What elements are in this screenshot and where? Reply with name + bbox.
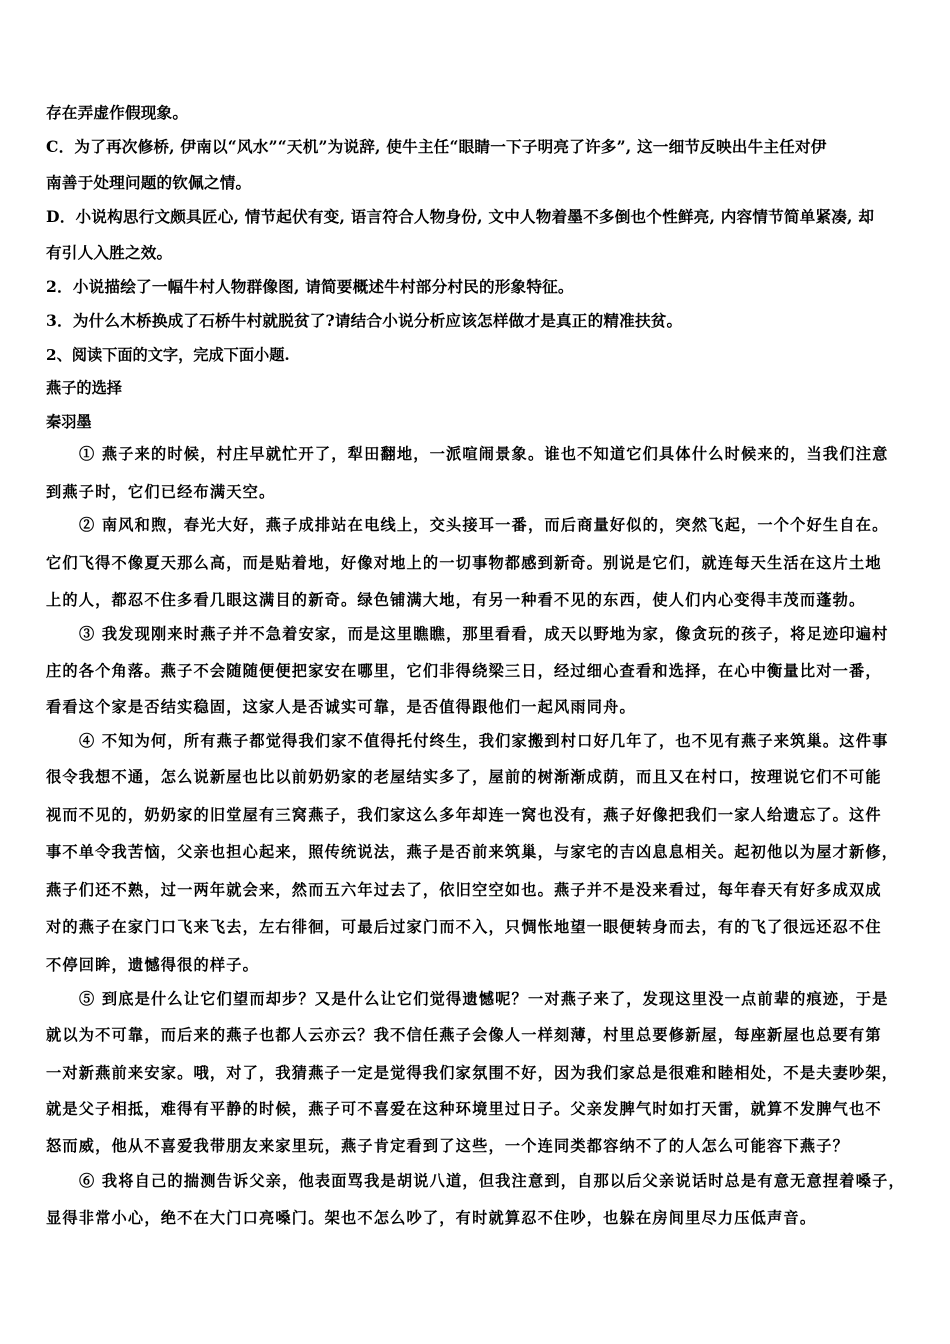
option-d-line: D．小说构思行文颇具匠心, 情节起伏有变, 语言符合人物身份, 文中人物着墨不多倒也个性鲜亮, 内容情节简单紧凑, 却 <box>46 207 875 226</box>
article-title: 燕子的选择 <box>46 379 122 397</box>
section-instruction: 2、阅读下面的文字，完成下面小题. <box>46 346 290 364</box>
paragraph-1-line: 到燕子时，它们已经布满天空。 <box>46 483 276 501</box>
paragraph-5-line: 就以为不可靠，而后来的燕子也都人云亦云？我不信任燕子会像人一样刻薄，村里总要修新屋，每座新屋也总要有第 <box>46 1026 882 1044</box>
paragraph-4-line: 视而不见的，奶奶家的旧堂屋有三窝燕子，我们家这么多年却连一窝也没有，燕子好像把我们一家人给遗忘了。这件 <box>46 806 882 824</box>
option-c-line: C．为了再次修桥, 伊南以“风水”“天机”为说辞, 使牛主任“眼睛一下子明亮了许多”, 这一细节反映出牛主任对伊 <box>46 137 827 156</box>
question-text-line: 存在弄虚作假现象。 <box>46 103 189 122</box>
paragraph-2-line: 它们飞得不像夏天那么高，而是贴着地，好像对地上的一切事物都感到新奇。别说是它们，就连每天生活在这片土地 <box>46 554 882 572</box>
question-2: 2．小说描绘了一幅牛村人物群像图, 请简要概述牛村部分村民的形象特征。 <box>46 277 574 296</box>
question-3: 3．为什么木桥换成了石桥牛村就脱贫了?请结合小说分析应该怎样做才是真正的精准扶贫。 <box>46 311 683 330</box>
paragraph-6-line: ⑥ 我将自己的揣测告诉父亲，他表面骂我是胡说八道，但我注意到，自那以后父亲说话时总是有意无意捏着嗓子， <box>79 1172 905 1190</box>
paragraph-1-line: ① 燕子来的时候，村庄早就忙开了，犁田翻地，一派喧闹景象。谁也不知道它们具体什么时候来的，当我们注意 <box>79 445 889 463</box>
paragraph-3-line: 庄的各个角落。燕子不会随随便便把家安在哪里，它们非得绕梁三日，经过细心查看和选择，在心中衡量比对一番， <box>46 662 882 680</box>
paragraph-5-line: 怒而威，他从不喜爱我带朋友来家里玩，燕子肯定看到了这些，一个连同类都容纳不了的人怎么可能容下燕子？ <box>46 1137 849 1155</box>
paragraph-3-line: 看看这个家是否结实稳固，这家人是否诚实可靠，是否值得跟他们一起风雨同舟。 <box>46 698 636 716</box>
option-c-continuation: 南善于处理问题的钦佩之情。 <box>46 173 252 192</box>
article-author: 秦羽墨 <box>46 413 92 431</box>
paragraph-3-line: ③ 我发现刚来时燕子并不急着安家，而是这里瞧瞧，那里看看，成天以野地为家，像贪玩的孩子，将足迹印遍村 <box>79 625 889 643</box>
paragraph-5-line: ⑤ 到底是什么让它们望而却步？又是什么让它们觉得遗憾呢？一对燕子来了，发现这里没一点前辈的痕迹，于是 <box>79 990 889 1008</box>
paragraph-4-line: ④ 不知为何，所有燕子都觉得我们家不值得托付终生，我们家搬到村口好几年了，也不见有燕子来筑巢。这件事 <box>79 732 889 750</box>
paragraph-5-line: 一对新燕前来安家。哦，对了，我猜燕子一定是觉得我们家氛围不好，因为我们家总是很难和睦相处，不是夫妻吵架， <box>46 1064 899 1082</box>
paragraph-2-line: 上的人，都忍不住多看几眼这满目的新奇。绿色铺满大地，有另一种看不见的东西，使人们内心变得丰茂而蓬勃。 <box>46 591 866 609</box>
paragraph-4-line: 事不单令我苦恼，父亲也担心起来，照传统说法，燕子是否前来筑巢，与家宅的吉凶息息相关。起初他以为屋才新修， <box>46 843 899 861</box>
paragraph-4-line: 不停回眸，遗憾得很的样子。 <box>46 956 260 974</box>
paragraph-2-line: ② 南风和煦，春光大好，燕子成排站在电线上，交头接耳一番，而后商量好似的，突然飞起，一个个好生自在。 <box>79 516 889 534</box>
option-d-continuation: 有引人入胜之效。 <box>46 243 173 262</box>
paragraph-4-line: 很令我想不通，怎么说新屋也比以前奶奶家的老屋结实多了，屋前的树渐渐成荫，而且又在村口，按理说它们不可能 <box>46 768 882 786</box>
paragraph-6-line: 显得非常小心，绝不在大门口亮嗓门。架也不怎么吵了，有时就算忍不住吵，也躲在房间里尽力压低声音。 <box>46 1209 817 1227</box>
paragraph-4-line: 对的燕子在家门口飞来飞去，左右徘徊，可最后过家门而不入，只惆怅地望一眼便转身而去，有的飞了很远还忍不住 <box>46 918 882 936</box>
paragraph-4-line: 燕子们还不熟，过一两年就会来，然而五六年过去了，依旧空空如也。燕子并不是没来看过，每年春天有好多成双成 <box>46 881 882 899</box>
paragraph-5-line: 就是父子相抵，难得有平静的时候，燕子可不喜爱在这种环境里过日子。父亲发脾气时如打天雷，就算不发脾气也不 <box>46 1100 882 1118</box>
